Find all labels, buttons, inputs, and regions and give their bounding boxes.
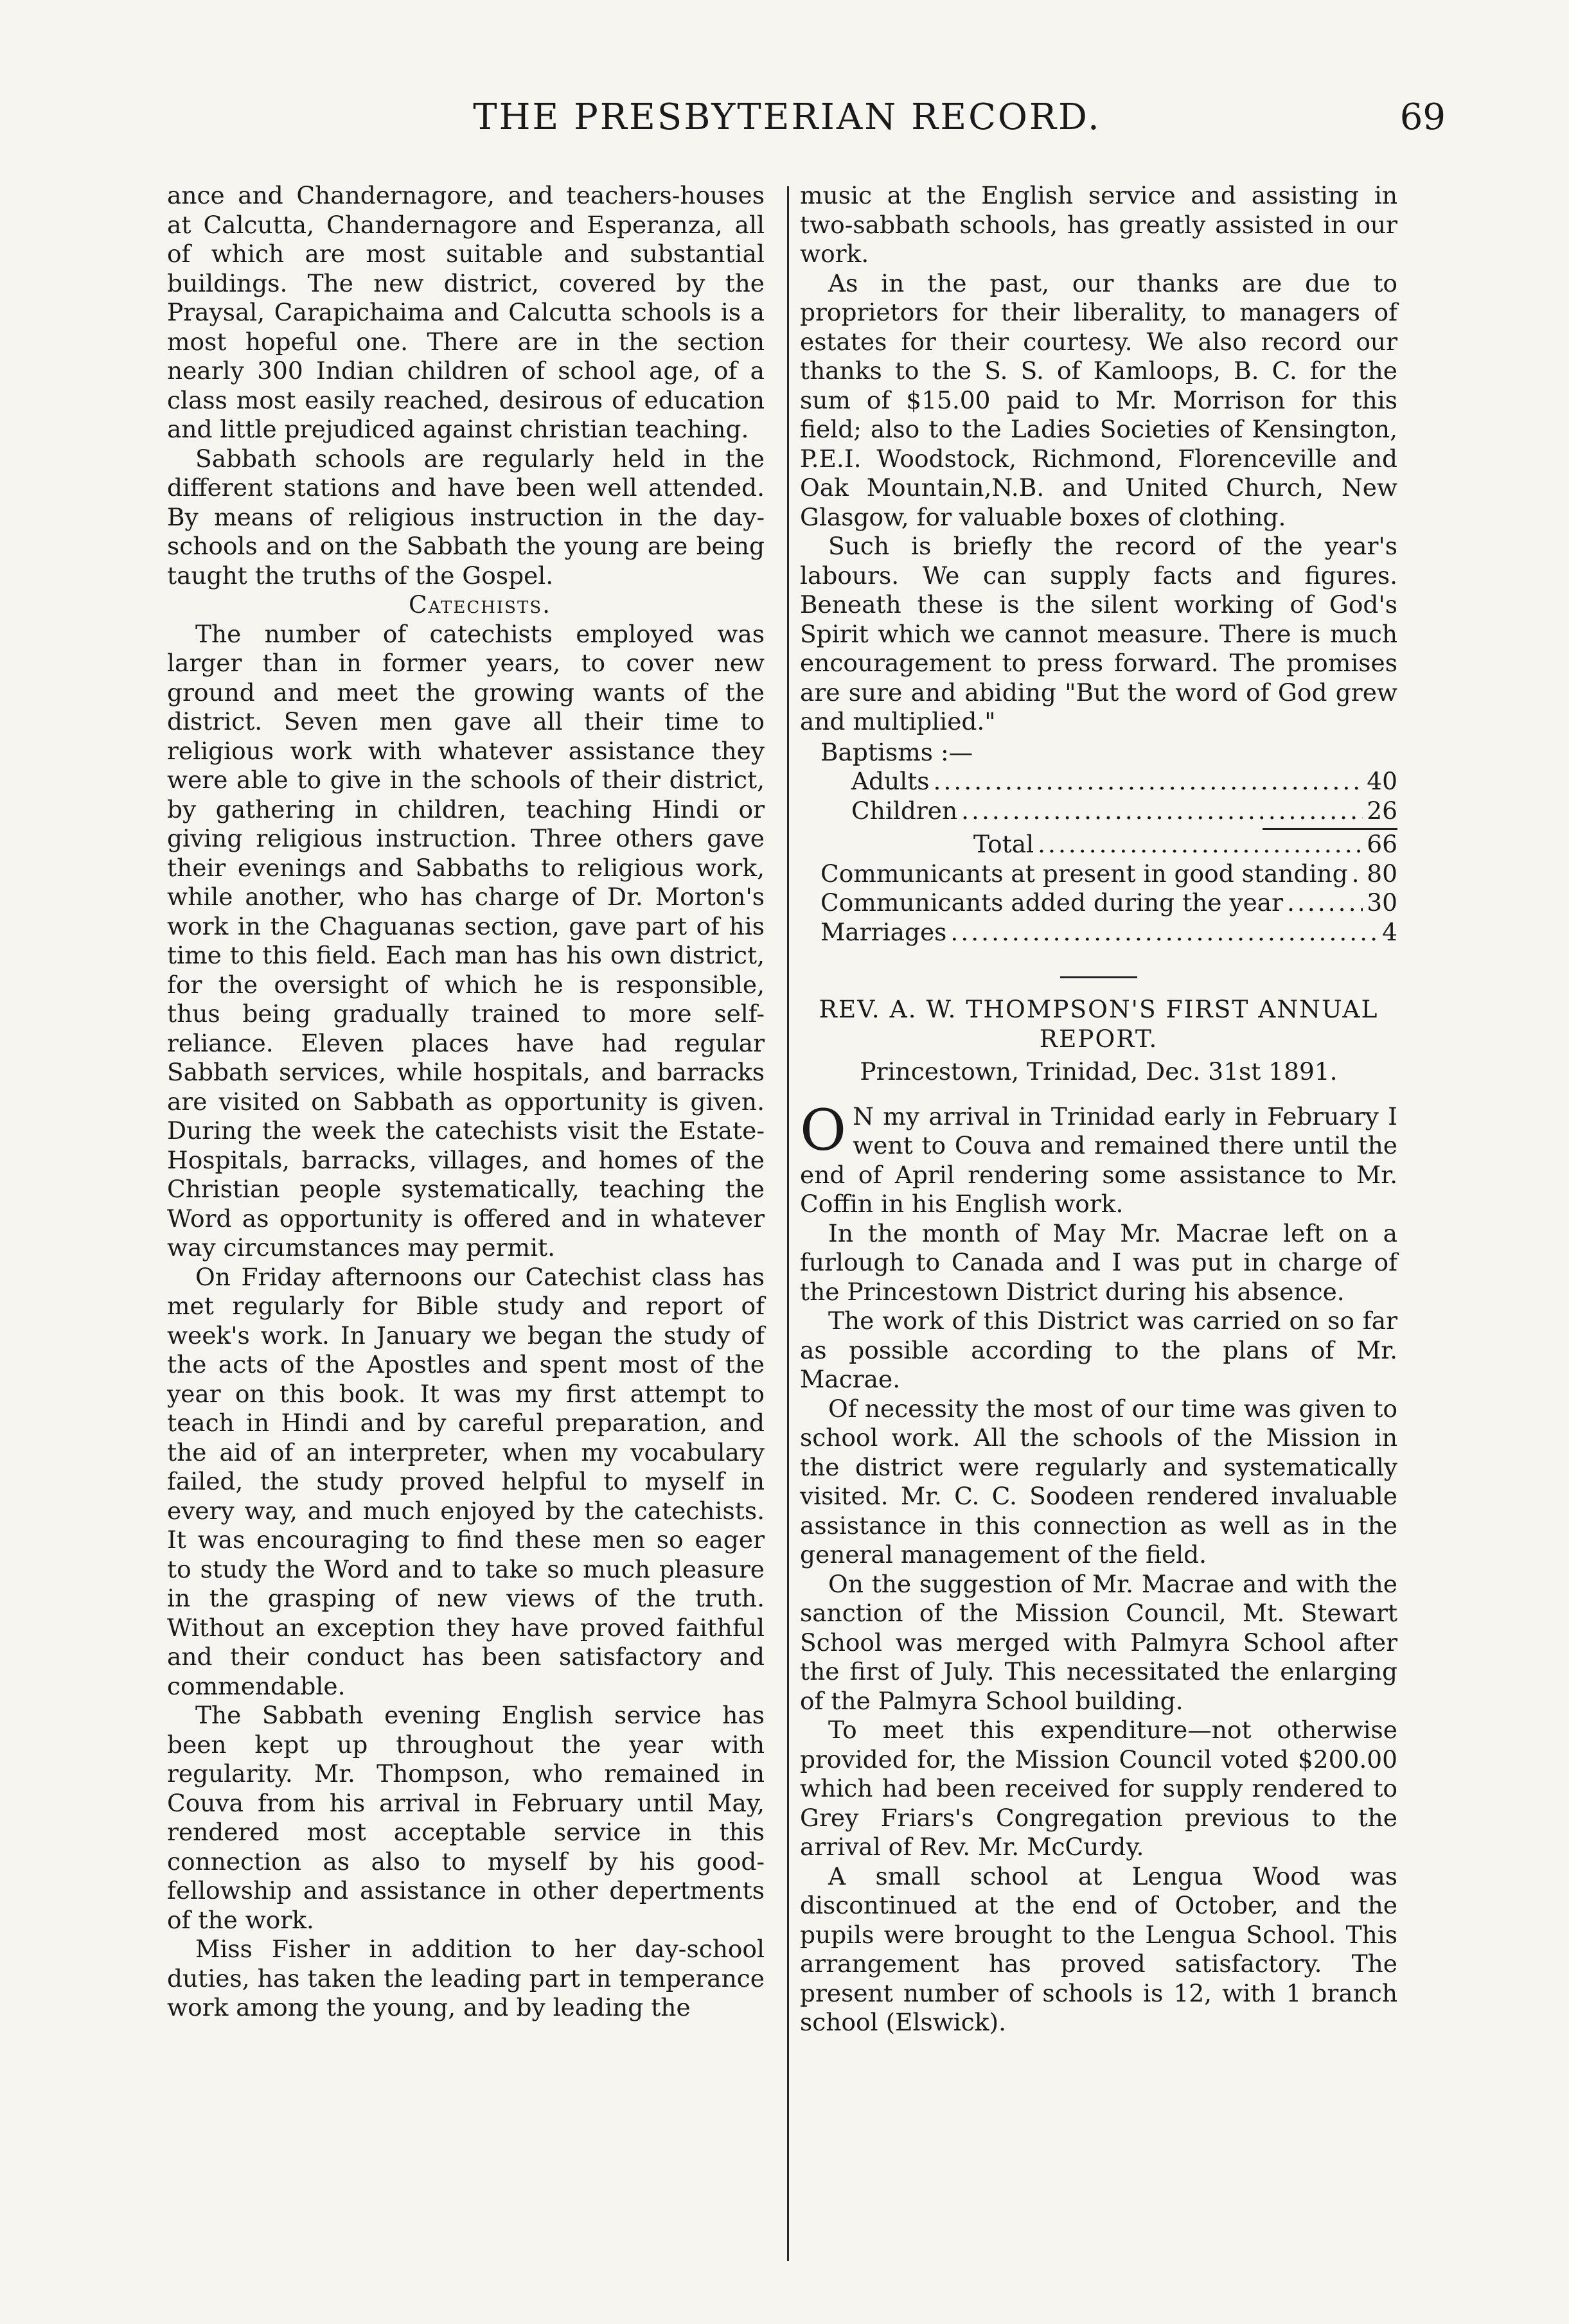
stats-value: 66 bbox=[1367, 830, 1397, 858]
journal-title: THE PRESBYTERIAN RECORD. bbox=[473, 96, 1101, 138]
stats-value: 4 bbox=[1382, 917, 1397, 946]
page-header bbox=[129, 96, 1446, 154]
section-divider bbox=[1060, 976, 1137, 978]
report-title-line: REPORT. bbox=[1039, 1024, 1158, 1053]
leader-dots bbox=[961, 797, 1363, 826]
leader-dots bbox=[1352, 859, 1363, 889]
stats-row-children bbox=[800, 797, 1397, 826]
paragraph: The Sabbath evening English service has been kept up throughout the year with regularity. Mr. Thompson, who remained in Couva from his arrival in February until May, rendered most acceptable service in this connection as also to myself by his good-fellowship and assistance in other depertments of the work. bbox=[167, 1701, 765, 1934]
stats-label: Adults bbox=[851, 767, 930, 795]
paragraph: To meet this expenditure—not otherwise provided for, the Mission Council voted $200.00 which had been received for supply rendered to Grey Friars's Congregation previous to the arrival of Rev. Mr. McCurdy. bbox=[800, 1716, 1397, 1861]
stats-label: Marriages bbox=[820, 917, 947, 946]
leader-dots bbox=[1287, 888, 1363, 918]
stats-value: 26 bbox=[1367, 796, 1397, 825]
paragraph bbox=[800, 1096, 1397, 1219]
stats-row-communicants-added bbox=[800, 888, 1397, 918]
right-column bbox=[800, 181, 1397, 2038]
paragraph: The work of this District was carried on so far as possible according to the plans of Mr. Macrae. bbox=[800, 1307, 1397, 1393]
stats-value: 40 bbox=[1367, 767, 1397, 795]
paragraph: music at the English service and assisting in two-sabbath schools, has greatly assisted in our work. bbox=[800, 181, 1397, 268]
leader-dots bbox=[1038, 830, 1363, 859]
left-column bbox=[167, 181, 765, 2023]
stats-label: Communicants at present in good standing bbox=[820, 859, 1348, 888]
paragraph: Such is briefly the record of the year's labours. We can supply facts and figures. Beneath these is the silent working of God's Spirit which we cannot measure. There is much encouragement to press forward. The promises are sure and abiding "But the word of God grew and multiplied." bbox=[800, 532, 1397, 735]
paragraph: As in the past, our thanks are due to proprietors for their liberality, to managers of estates for their courtesy. We also record our thanks to the S. S. of Kamloops, B. C. for the sum of $15.00 paid to Mr. Morrison for this field; also to the Ladies Societies of Kensington, P.E.I. Woodstock, Richmond, Florenceville and Oak Mountain,N.B. and United Church, New Glasgow, for valuable boxes of clothing. bbox=[800, 268, 1397, 531]
leader-dots bbox=[934, 767, 1363, 797]
leader-dots bbox=[950, 918, 1378, 947]
baptisms-label: Baptisms :— bbox=[820, 737, 973, 766]
paragraph: Miss Fisher in addition to her day-school duties, has taken the leading part in temperance work among the young, and by leading the bbox=[167, 1935, 765, 2021]
report-title bbox=[800, 995, 1397, 1053]
stats-row-total bbox=[800, 830, 1397, 859]
statistics-table bbox=[800, 738, 1397, 947]
paragraph: On the suggestion of Mr. Macrae and with the sanction of the Mission Council, Mt. Stewart School was merged with Palmyra School after the first of July. This necessitated the enlarging of the Palmyra School building. bbox=[800, 1569, 1397, 1715]
report-title-line: REV. A. W. THOMPSON'S FIRST ANNUAL bbox=[819, 995, 1379, 1023]
stats-label: Communicants added during the year bbox=[820, 888, 1284, 917]
page-number: 69 bbox=[1399, 96, 1446, 138]
section-heading-catechists: Catechists. bbox=[408, 590, 552, 619]
paragraph: Of necessity the most of our time was given to school work. All the schools of the Mission in the district were regularly and systematically visited. Mr. C. C. Soodeen rendered invaluable assistance in this connection as well as in the general management of the field. bbox=[800, 1394, 1397, 1569]
report-dateline: Princestown, Trinidad, Dec. 31st 1891. bbox=[860, 1057, 1338, 1086]
paragraph: The number of catechists employed was larger than in former years, to cover new ground and meet the growing wants of the district. Seven men gave all their time to religious work with whatever assistance they were able to give in the schools of their district, by gathering in children, teaching Hindi or giving religious instruction. Three others gave their evenings and Sabbaths to religious work, while another, who has charge of Dr. Morton's work in the Chaguanas section, gave part of his time to this field. Each man has his own district, for the oversight of which he is responsible, thus being gradually trained to more self-reliance. Eleven places have had regular Sabbath services, while hospitals, and barracks are visited on Sabbath as opportunity is given. During the week the catechists visit the Estate-Hospitals, barracks, villages, and homes of the Christian people systematically, teaching the Word as opportunity is offered and in whatever way circumstances may permit. bbox=[167, 619, 765, 1262]
stats-label: Children bbox=[851, 796, 958, 825]
drop-cap: O bbox=[800, 1096, 847, 1163]
paragraph: Sabbath schools are regularly held in the different stations and have been well attended. By means of religious instruction in the day-schools and on the Sabbath the young are being taught the truths of the Gospel. bbox=[167, 444, 765, 590]
paragraph: In the month of May Mr. Macrae left on a furlough to Canada and I was put in charge of the Princestown District during his absence. bbox=[800, 1219, 1397, 1306]
stats-value: 30 bbox=[1367, 888, 1397, 917]
paragraph: On Friday afternoons our Catechist class has met regularly for Bible study and report of week's work. In January we began the study of the acts of the Apostles and spent most of the year on this book. It was my first attempt to teach in Hindi and by careful preparation, and the aid of an interpreter, when my vocabulary failed, the study proved helpful to myself in every way, and much enjoyed by the catechists. It was encouraging to find these men so eager to study the Word and to take so much pleasure in the grasping of new views of the truth. Without an exception they have proved faithful and their conduct has been satisfactory and commendable. bbox=[167, 1262, 765, 1700]
paragraph: A small school at Lengua Wood was discontinued at the end of October, and the pupils were brought to the Lengua School. This arrangement has proved satisfactory. The present number of schools is 12, with 1 branch school (Elswick). bbox=[800, 1862, 1397, 2036]
stats-row-marriages bbox=[800, 918, 1397, 947]
paragraph: ance and Chandernagore, and teachers-houses at Calcutta, Chandernagore and Esperanza, all of which are most suitable and substantial buildings. The new district, covered by the Praysal, Carapichaima and Calcutta schools is a most hopeful one. There are in the section nearly 300 Indian children of school age, of a class most easily reached, desirous of education and little prejudiced against christian teaching. bbox=[167, 181, 765, 443]
paragraph-text: N my arrival in Trinidad early in February I went to Couva and remained there until the end of April rendering some assistance to Mr. Coffin in his English work. bbox=[800, 1102, 1397, 1218]
stats-row-communicants-good bbox=[800, 859, 1397, 889]
stats-value: 80 bbox=[1367, 859, 1397, 888]
stats-label: Total bbox=[973, 830, 1034, 858]
stats-row-adults bbox=[800, 767, 1397, 797]
column-divider bbox=[787, 186, 789, 2261]
